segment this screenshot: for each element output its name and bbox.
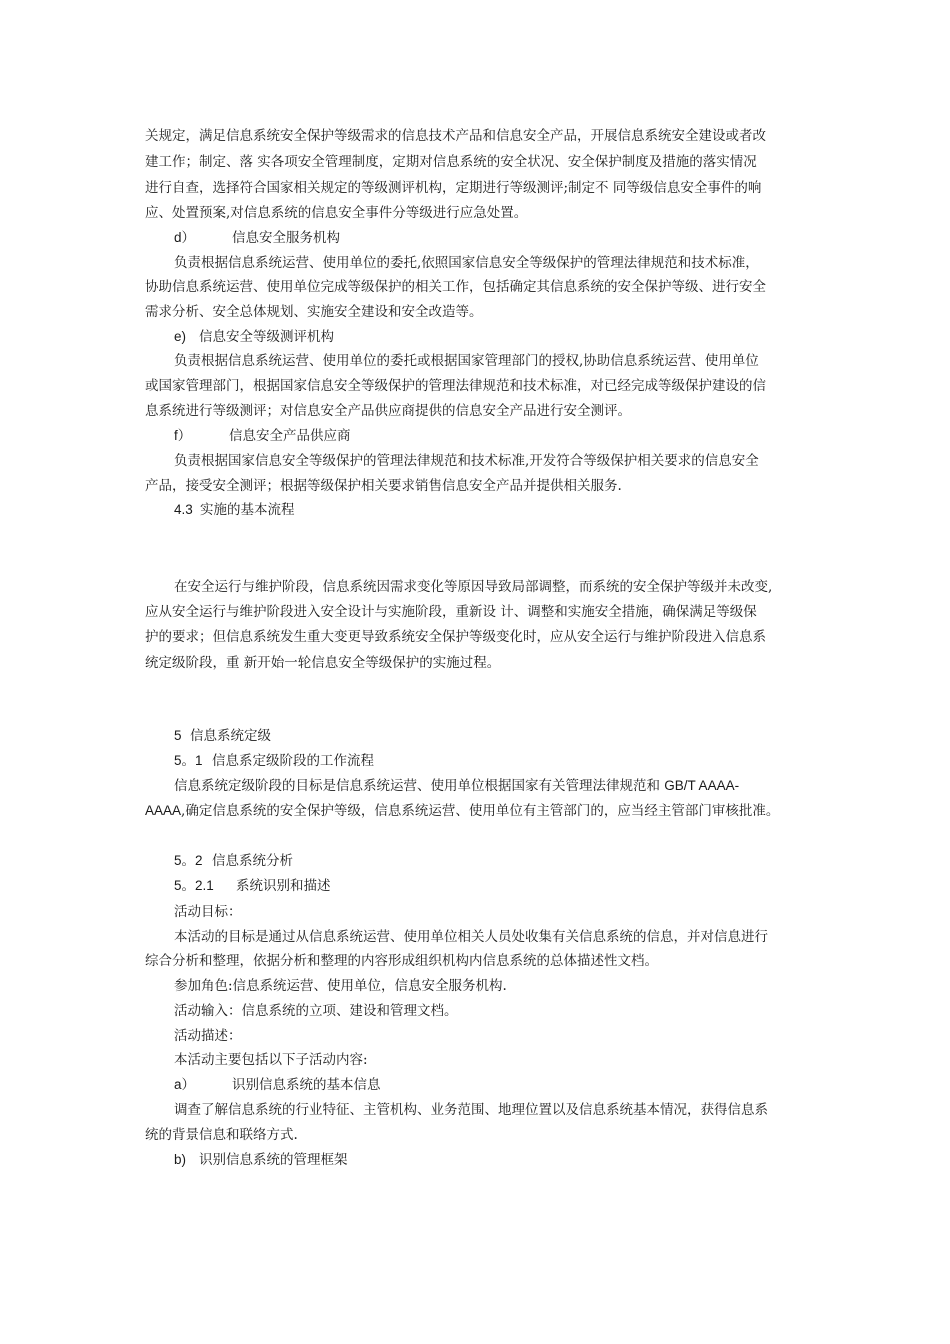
- list-item-title: 信息安全等级测评机构: [199, 329, 334, 345]
- paragraph-line: 应、处置预案,对信息系统的信息安全事件分等级进行应急处置。: [145, 205, 528, 221]
- list-item-title: 识别信息系统的基本信息: [232, 1077, 381, 1093]
- section-title: 实施的基本流程: [200, 502, 295, 518]
- paragraph-line: 综合分析和整理，依据分析和整理的内容形成组织机构内信息系统的总体描述性文档。: [145, 953, 658, 969]
- paragraph-line: 需求分析、安全总体规划、实施安全建设和安全改造等。: [145, 304, 483, 320]
- paragraph-line: 统定级阶段，重 新开始一轮信息安全等级保护的实施过程。: [145, 655, 501, 671]
- paragraph-line: 建工作；制定、落 实各项安全管理制度，定期对信息系统的安全状况、安全保护制度及措施的落实情况: [145, 154, 757, 170]
- paragraph-line: 关规定，满足信息系统安全保护等级需求的信息技术产品和信息安全产品，开展信息系统安全建设或者改: [145, 128, 766, 144]
- activity-roles: 参加角色:信息系统运营、使用单位，信息安全服务机构.: [174, 978, 507, 994]
- activity-desc-intro: 本活动主要包括以下子活动内容:: [174, 1052, 368, 1068]
- paragraph-line: 本活动的目标是通过从信息系统运营、使用单位相关人员处收集有关信息系统的信息，并对信息进行: [174, 929, 768, 945]
- section-heading-5-2: [174, 851, 293, 871]
- list-item-title: 识别信息系统的管理框架: [199, 1152, 348, 1168]
- section-title: 信息系统定级: [190, 728, 271, 744]
- text-run: 信息系统定级阶段的目标是信息系统运营、使用单位根据国家有关管理法律规范和: [174, 778, 665, 794]
- paragraph-line: [145, 801, 779, 821]
- list-item-label: f）: [174, 428, 192, 443]
- section-number: 5。2.1: [174, 878, 214, 893]
- list-item-label: e): [174, 329, 187, 344]
- activity-goal-label: 活动目标：: [174, 904, 242, 920]
- paragraph-line: 协助信息系统运营、使用单位完成等级保护的相关工作，包括确定其信息系统的安全保护等级、进行安全: [145, 279, 766, 295]
- paragraph-line: [174, 776, 739, 796]
- list-item-heading: [174, 1075, 381, 1095]
- list-item-heading: [174, 327, 334, 347]
- activity-input: 活动输入：信息系统的立项、建设和管理文档。: [174, 1003, 458, 1019]
- section-heading-5-2-1: [174, 876, 331, 896]
- paragraph-line: 负责根据信息系统运营、使用单位的委托或根据国家管理部门的授权,协助信息系统运营、使用单位: [174, 353, 759, 369]
- paragraph-line: 调查了解信息系统的行业特征、主管机构、业务范围、地理位置以及信息系统基本情况，获得信息系: [174, 1102, 768, 1118]
- paragraph-line: 应从安全运行与维护阶段进入安全设计与实施阶段，重新设 计、调整和实施安全措施，确保满足等级保: [145, 604, 757, 620]
- paragraph-line: 息系统进行等级测评；对信息安全产品供应商提供的信息安全产品进行安全测评。: [145, 403, 631, 419]
- standard-code: AAAA: [145, 803, 182, 818]
- section-number: 5。2: [174, 853, 203, 868]
- paragraph-line: 在安全运行与维护阶段，信息系统因需求变化等原因导致局部调整，而系统的安全保护等级并未改变,: [174, 579, 773, 595]
- section-number: 5: [174, 728, 182, 743]
- list-item-title: 信息安全服务机构: [232, 230, 340, 246]
- section-title: 信息系统分析: [212, 853, 293, 869]
- list-item-heading: [174, 426, 351, 446]
- list-item-label: b): [174, 1152, 187, 1167]
- section-heading-5: [174, 726, 271, 746]
- text-run: ,确定信息系统的安全保护等级，信息系统运营、使用单位有主管部门的，应当经主管部门审核批准。: [181, 803, 780, 819]
- list-item-label: a）: [174, 1077, 196, 1092]
- paragraph-line: 护的要求；但信息系统发生重大变更导致系统安全保护等级变化时，应从安全运行与维护阶段进入信息系: [145, 629, 766, 645]
- section-number: 4.3: [174, 502, 193, 517]
- list-item-title: 信息安全产品供应商: [229, 428, 351, 444]
- list-item-label: d）: [174, 230, 196, 245]
- section-title: 系统识别和描述: [236, 878, 331, 894]
- paragraph-line: 统的背景信息和联络方式.: [145, 1127, 298, 1143]
- section-heading-4-3: [174, 500, 295, 520]
- paragraph-line: 产品，接受安全测评；根据等级保护相关要求销售信息安全产品并提供相关服务.: [145, 478, 622, 494]
- activity-desc-label: 活动描述：: [174, 1028, 242, 1044]
- paragraph-line: 负责根据信息系统运营、使用单位的委托,依照国家信息安全等级保护的管理法律规范和技术标准，: [174, 255, 759, 271]
- section-heading-5-1: [174, 751, 374, 771]
- list-item-heading: [174, 228, 340, 248]
- list-item-heading: [174, 1150, 348, 1170]
- paragraph-line: 进行自查，选择符合国家相关规定的等级测评机构，定期进行等级测评;制定不 同等级信息安全事件的响: [145, 180, 762, 196]
- paragraph-line: 或国家管理部门，根据国家信息安全等级保护的管理法律规范和技术标准，对已经完成等级保护建设的信: [145, 378, 766, 394]
- section-number: 5。1: [174, 753, 203, 768]
- section-title: 信息系定级阶段的工作流程: [212, 753, 374, 769]
- standard-code: GB/T AAAA-: [664, 778, 740, 793]
- paragraph-line: 负责根据国家信息安全等级保护的管理法律规范和技术标准,开发符合等级保护相关要求的信息安全: [174, 453, 759, 469]
